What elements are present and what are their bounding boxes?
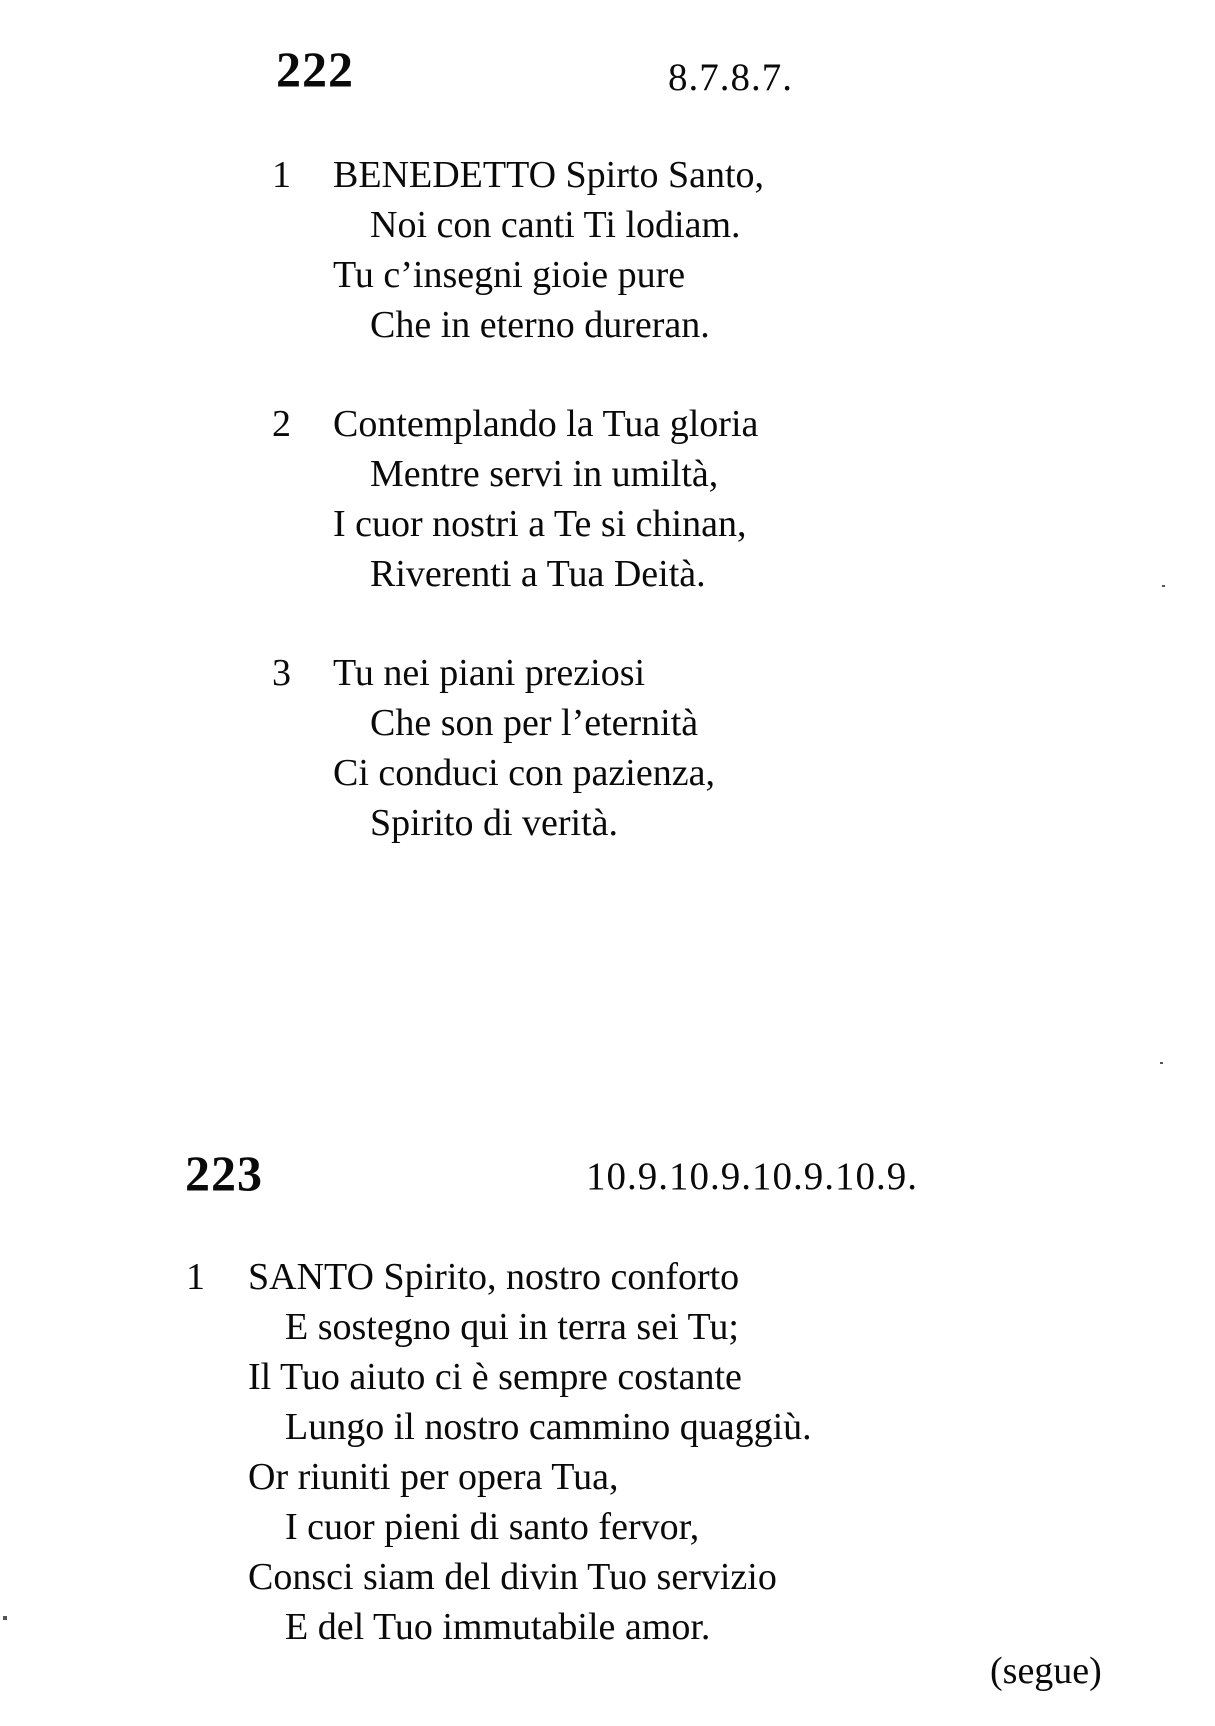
verse-line: I cuor nostri a Te si chinan, [333, 503, 747, 545]
verse-line: Spirito di verità. [370, 802, 619, 844]
verse-number: 2 [272, 403, 291, 445]
verse-line: Il Tuo aiuto ci è sempre costante [248, 1356, 742, 1398]
verse-line: Ci conduci con pazienza, [333, 752, 715, 794]
verse-line: Che son per l’eternità [370, 702, 699, 744]
verse-line: SANTO Spirito, nostro conforto [248, 1256, 740, 1298]
scan-speck [3, 1616, 7, 1620]
verse-line: E sostegno qui in terra sei Tu; [285, 1306, 739, 1348]
verse-line: Riverenti a Tua Deità. [370, 553, 706, 595]
verse-line: Che in eterno dureran. [370, 304, 710, 346]
verse-line: E del Tuo immutabile amor. [285, 1606, 711, 1648]
verse-line: Noi con canti Ti lodiam. [370, 204, 741, 246]
verse-line: I cuor pieni di santo fervor, [285, 1506, 700, 1548]
verse-line: Or riuniti per opera Tua, [248, 1456, 619, 1498]
verse-number: 1 [186, 1256, 205, 1298]
verse-number: 3 [272, 652, 291, 694]
hymn-meter: 8.7.8.7. [668, 56, 793, 99]
verse-line: Mentre servi in umiltà, [370, 453, 719, 495]
verse-line: Contemplando la Tua gloria [333, 403, 759, 445]
verse-line: BENEDETTO Spirto Santo, [333, 154, 765, 196]
verse-line: Consci siam del divin Tuo servizio [248, 1556, 777, 1598]
verse-number: 1 [272, 154, 291, 196]
hymn-number: 222 [276, 41, 354, 97]
verse-line: Tu nei piani preziosi [333, 652, 646, 694]
scan-speck [1162, 585, 1165, 587]
continued-label: (segue) [990, 1650, 1102, 1692]
verse-line: Tu c’insegni gioie pure [333, 254, 686, 296]
scan-speck [1160, 1062, 1163, 1064]
hymn-meter: 10.9.10.9.10.9.10.9. [586, 1155, 918, 1198]
hymn-number: 223 [185, 1145, 263, 1201]
verse-line: Lungo il nostro cammino quaggiù. [285, 1406, 812, 1448]
